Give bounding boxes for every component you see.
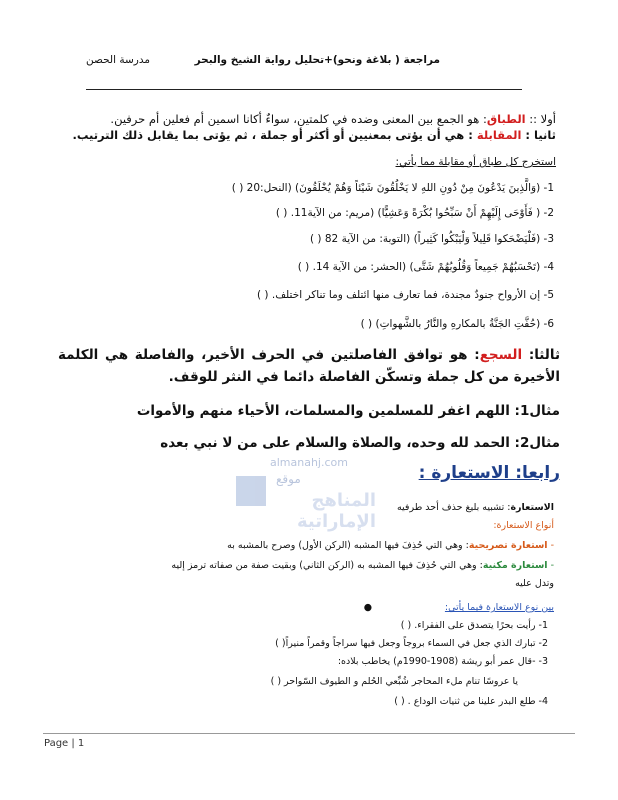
istiara-type-2: - استعارة مكنية: وهي التي حُذِفَ فيها المشبه به (الركن الثاني) وبقيت صفة من صفاته ترمز إليه: [171, 560, 554, 571]
exercise-item: 3- (فَلْيَضْحَكوا قَلِيلاً وَلْيَبْكُوا كَثِيراً) (التوبة: من الآية 82 ( ): [310, 233, 554, 245]
school-name: مدرسة الحصن: [86, 54, 150, 66]
istiara-type-1: - استعارة تصريحية: وهي التي حُذِفَ فيها المشبه (الركن الأول) وصرح بالمشبه به: [227, 540, 554, 551]
istiara-type-2-continued: وتدل عليه: [515, 578, 554, 589]
page-number: Page | 1: [44, 738, 85, 749]
istiara-item: 4- طلع البدر علينا من ثنيات الوداع . ( ): [394, 696, 548, 707]
exercise-item: 5- إن الأرواح جنودٌ مجندة، فما تعارف منها ائتلف وما تناكر اختلف. ( ): [256, 289, 554, 301]
exercise-instruction: استخرج كل طباق أو مقابلة مما يأتي:: [395, 156, 556, 168]
document-title: مراجعة ( بلاغة ونحو)+تحليل رواية الشيخ والبحر: [194, 54, 440, 66]
istiara-item: 3- -قال عمر أبو ريشة (1908-1990م) يخاطب بلاده:: [337, 656, 548, 667]
saj-example-1: مثال1: اللهم اغفر للمسلمين والمسلمات، الأحياء منهم والأموات: [136, 403, 560, 419]
istiara-item: 2- تبارك الذي جعل في السماء بروجاً وجعل فيها سراجاً وقمراً منيراً( ): [275, 638, 548, 649]
exercise-item: 4- (تَحْسَبُهُمْ جَمِيعاً وَقُلُوبُهُمْ شَتَّى) (الحشر: من الآية 14. ( ): [297, 261, 554, 273]
exercise-item: 1- (وَالَّذِينَ يَدْعُونَ مِنْ دُونِ اللهِ لا يَخْلُقُونَ شَيْئاً وَهُمْ يُخْلَقُونَ) (النحل:20 ( ): [231, 182, 554, 194]
saj-definition: ثالثا: السجع: هو توافق الفاصلتين في الحرف الأخير، والفاصلة هي الكلمة الأخيرة من كل جملة وتسكّن الفاصلة دائما في النثر للوقف.: [58, 347, 561, 385]
muqabala-definition: ثانيا : المقابلة : هي أن يؤتى بمعنيين أو أكثر أو جملة ، ثم يؤتى بما يقابل ذلك الترتيب.: [72, 128, 556, 142]
exercise-item: 6- (حُفَّتِ الجَنَّةُ بالمكارهِ والنَّارُ بالشَّهواتِ) ( ): [360, 318, 554, 330]
tibaq-definition: أولا :: الطباق: هو الجمع بين المعنى وضده في كلمتين، سواءٌ أكانا اسمين أم فعلين أم حرفين.: [110, 112, 556, 126]
istiara-definition: الاستعارة: تشبيه بليغ حذف أحد طرفيه: [396, 502, 554, 513]
istiara-verse: يا عروسًا تنام ملء المحاجر شُبِّعي الحُلم و الطيوف السّواحر ( ): [270, 676, 518, 687]
watermark-logo: almanahj.com موقع المناهج الإماراتية: [236, 456, 376, 546]
footer-divider: [43, 733, 575, 734]
istiara-item: 1- رأيت بحرًا يتصدق على الفقراء. ( ): [400, 620, 548, 631]
exercise-item: 2- ( فَأَوْحَى إِلَيْهِمْ أَنْ سَبِّحُوا بُكْرَةً وَعَشِيًّا) (مريم: من الآية11. ( ): [275, 207, 554, 219]
bullet-icon: ●: [363, 602, 372, 613]
istiara-heading: رابعا: الاستعارة :: [418, 463, 560, 483]
saj-example-2: مثال2: الحمد لله وحده، والصلاة والسلام على من لا نبي بعده: [160, 435, 560, 451]
header-divider: [86, 89, 522, 90]
istiara-types-title: أنواع الاستعارة:: [493, 520, 554, 531]
istiara-task: بين نوع الاستعارة فيما يأتي:: [444, 602, 554, 613]
